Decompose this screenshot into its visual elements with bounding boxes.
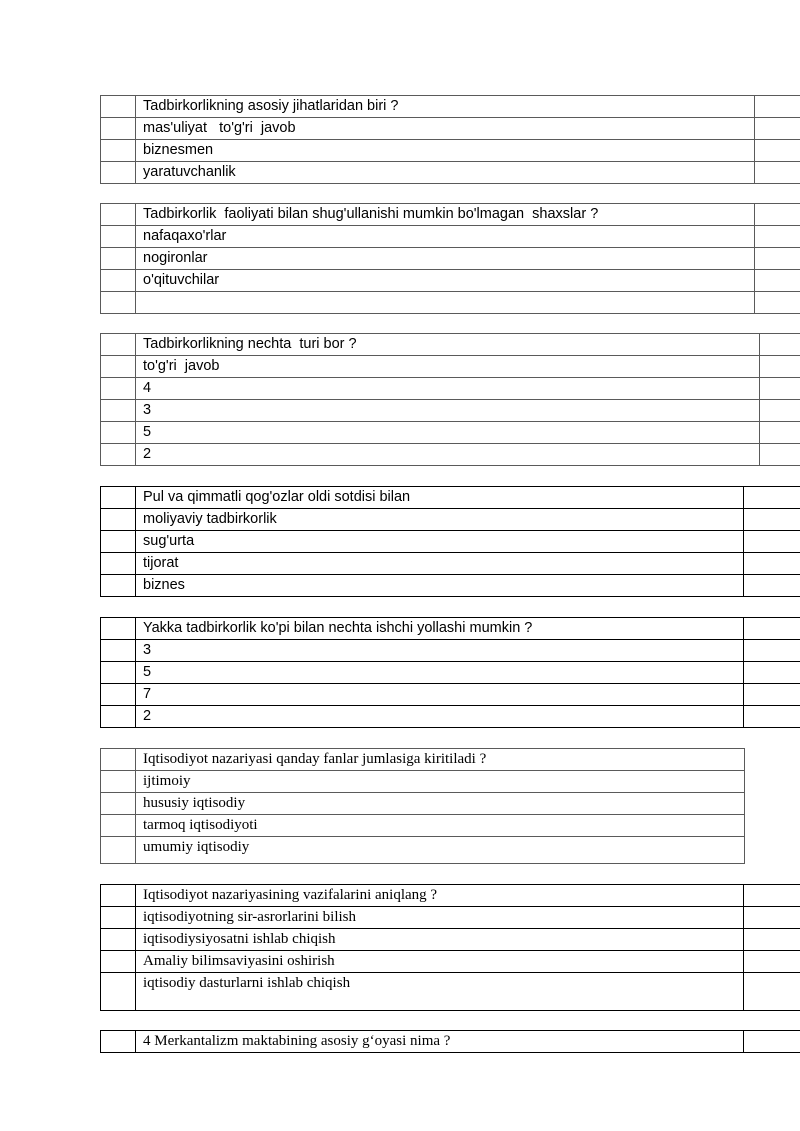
number-cell [101,618,136,640]
option-text: mas'uliyat to'g'ri javob [136,118,755,140]
mark-cell [755,118,800,140]
number-cell [101,771,136,793]
option-text: iqtisodiy dasturlarni ishlab chiqish [136,973,744,1011]
number-cell [101,749,136,771]
question-text: Iqtisodiyot nazariyasining vazifalarini aniqlang ? [136,885,744,907]
mark-cell [760,356,800,378]
question-row [101,618,800,640]
mark-cell [744,706,800,728]
question-block-5 [100,617,800,728]
option-row [101,509,800,531]
option-text: biznes [136,575,744,597]
mark-cell [755,162,800,184]
mark-cell [744,973,800,1011]
mark-cell [760,422,800,444]
option-row [101,270,800,292]
number-cell [101,929,136,951]
question-block-8 [100,1030,800,1053]
option-row [101,640,800,662]
option-text: iqtisodiysiyosatni ishlab chiqish [136,929,744,951]
option-row [101,907,800,929]
option-row [101,662,800,684]
mark-cell [744,684,800,706]
option-row [101,793,745,815]
option-text: Amaliy bilimsaviyasini oshirish [136,951,744,973]
option-text [136,292,755,314]
question-row [101,487,800,509]
question-row [101,96,800,118]
number-cell [101,640,136,662]
mark-cell [744,531,800,553]
number-cell [101,378,136,400]
mark-cell [755,96,800,118]
question-text: Tadbirkorlikning asosiy jihatlaridan biri ? [136,96,755,118]
option-text: to'g'ri javob [136,356,760,378]
mark-cell [744,553,800,575]
question-block-7 [100,884,800,1011]
mark-cell [755,204,800,226]
question-text: Iqtisodiyot nazariyasi qanday fanlar jumlasiga kiritiladi ? [136,749,745,771]
mark-cell [760,444,800,466]
question-block-4 [100,486,800,597]
option-row [101,248,800,270]
number-cell [101,140,136,162]
option-row [101,684,800,706]
option-text: o'qituvchilar [136,270,755,292]
number-cell [101,973,136,1011]
option-text: 4 [136,378,760,400]
question-text: Pul va qimmatli qog'ozlar oldi sotdisi bilan [136,487,744,509]
option-text: tijorat [136,553,744,575]
mark-cell [744,907,800,929]
mark-cell [755,140,800,162]
mark-cell [755,248,800,270]
number-cell [101,837,136,864]
option-row [101,973,800,1011]
option-row [101,837,745,864]
mark-cell [744,662,800,684]
number-cell [101,575,136,597]
option-text: 2 [136,706,744,728]
number-cell [101,204,136,226]
number-cell [101,356,136,378]
mark-cell [744,487,800,509]
number-cell [101,400,136,422]
option-text: 2 [136,444,760,466]
option-row [101,771,745,793]
option-row [101,400,800,422]
option-row [101,356,800,378]
mark-cell [760,334,800,356]
option-text: yaratuvchanlik [136,162,755,184]
number-cell [101,96,136,118]
number-cell [101,885,136,907]
mark-cell [755,292,800,314]
number-cell [101,162,136,184]
number-cell [101,444,136,466]
number-cell [101,292,136,314]
option-text: tarmoq iqtisodiyoti [136,815,745,837]
number-cell [101,662,136,684]
mark-cell [755,226,800,248]
option-text: nogironlar [136,248,755,270]
option-row [101,378,800,400]
question-row [101,334,800,356]
question-block-3 [100,333,800,466]
mark-cell [744,885,800,907]
question-text: Tadbirkorlikning nechta turi bor ? [136,334,760,356]
number-cell [101,951,136,973]
option-row [101,575,800,597]
option-row [101,553,800,575]
option-text: ijtimoiy [136,771,745,793]
option-text: iqtisodiyotning sir-asrorlarini bilish [136,907,744,929]
mark-cell [744,640,800,662]
question-text: Tadbirkorlik faoliyati bilan shug'ullanishi mumkin bo'lmagan shaxslar ? [136,204,755,226]
question-row [101,885,800,907]
question-row [101,749,745,771]
option-text: hususiy iqtisodiy [136,793,745,815]
mark-cell [744,618,800,640]
number-cell [101,248,136,270]
option-text: 5 [136,662,744,684]
option-text: moliyaviy tadbirkorlik [136,509,744,531]
mark-cell [744,951,800,973]
number-cell [101,684,136,706]
option-text: 5 [136,422,760,444]
option-row [101,951,800,973]
mark-cell [744,929,800,951]
option-row [101,929,800,951]
option-row [101,422,800,444]
mark-cell [755,270,800,292]
option-text: 3 [136,640,744,662]
number-cell [101,531,136,553]
mark-cell [744,509,800,531]
number-cell [101,487,136,509]
option-text: umumiy iqtisodiy [136,837,745,864]
option-text: biznesmen [136,140,755,162]
question-text: 4 Merkantalizm maktabining asosiy g‘oyasi nima ? [136,1031,744,1053]
option-row [101,706,800,728]
number-cell [101,270,136,292]
number-cell [101,509,136,531]
option-row [101,531,800,553]
option-row [101,292,800,314]
question-block-1 [100,95,800,184]
mark-cell [744,575,800,597]
question-block-2 [100,203,800,314]
mark-cell [744,1031,800,1053]
question-text: Yakka tadbirkorlik ko'pi bilan nechta ishchi yollashi mumkin ? [136,618,744,640]
option-text: nafaqaxo'rlar [136,226,755,248]
number-cell [101,1031,136,1053]
option-text: sug'urta [136,531,744,553]
option-text: 3 [136,400,760,422]
number-cell [101,706,136,728]
option-row [101,140,800,162]
mark-cell [760,378,800,400]
option-row [101,162,800,184]
number-cell [101,118,136,140]
mark-cell [760,400,800,422]
option-text: 7 [136,684,744,706]
number-cell [101,553,136,575]
option-row [101,226,800,248]
number-cell [101,815,136,837]
number-cell [101,793,136,815]
number-cell [101,226,136,248]
number-cell [101,422,136,444]
question-row [101,1031,800,1053]
question-block-6 [100,748,745,864]
option-row [101,815,745,837]
number-cell [101,907,136,929]
question-row [101,204,800,226]
option-row [101,444,800,466]
number-cell [101,334,136,356]
option-row [101,118,800,140]
